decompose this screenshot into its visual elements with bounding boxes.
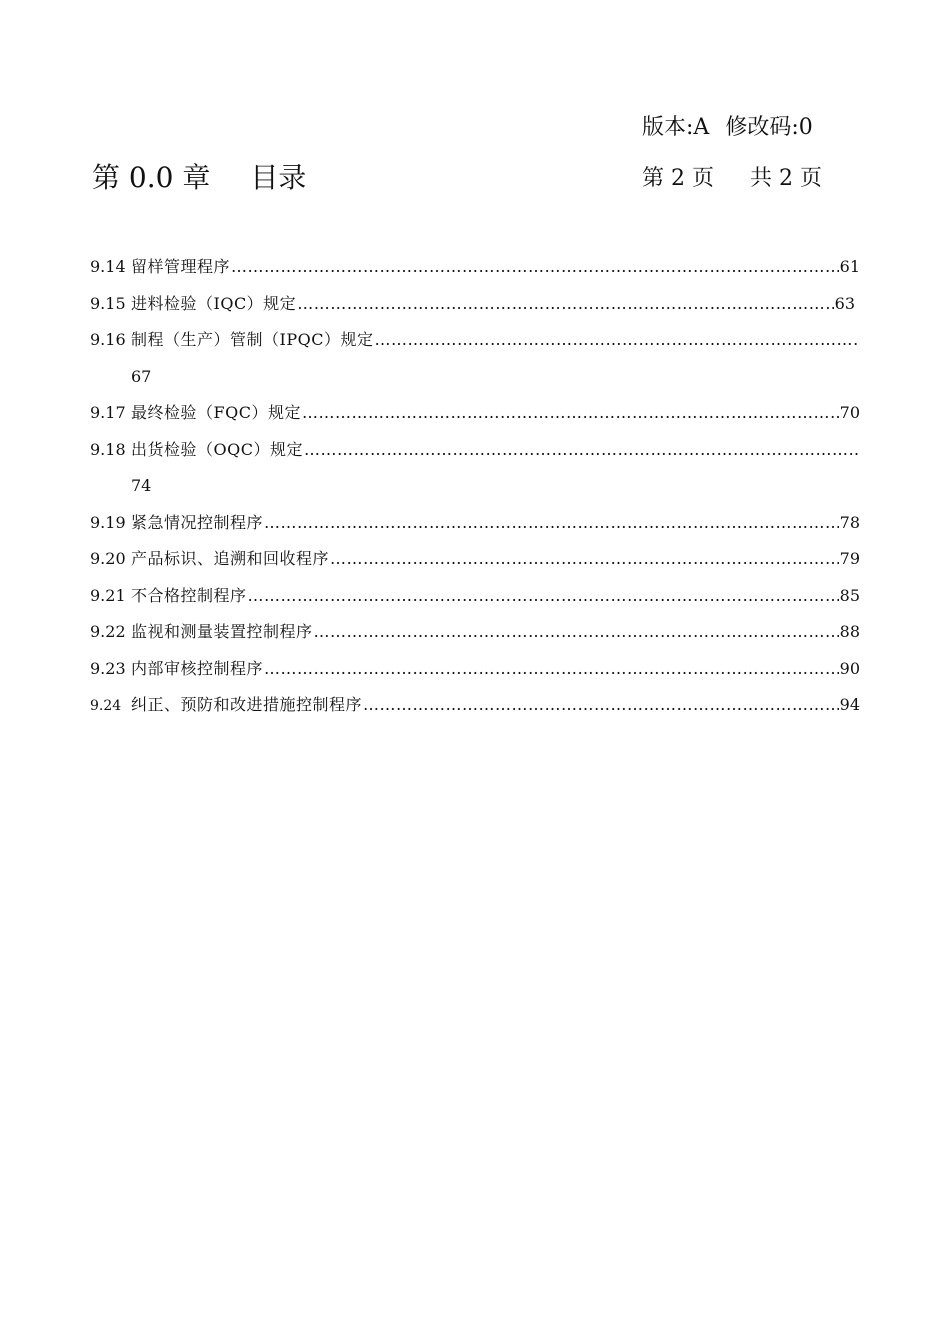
- toc-leader: [363, 687, 839, 724]
- version-info: [642, 110, 813, 141]
- toc-number: 9.22: [90, 622, 126, 641]
- toc-title: 最终检验（FQC）规定: [131, 403, 301, 422]
- toc-entry[interactable]: [90, 578, 860, 615]
- toc-leader: [231, 249, 839, 286]
- toc-page: 79: [839, 549, 860, 568]
- toc-leader: [314, 614, 839, 651]
- toc-page: 78: [839, 512, 860, 532]
- revision-label: 修改码:0: [725, 115, 813, 140]
- toc-number: 9.20: [90, 549, 126, 568]
- chapter-label: 第 0.0 章: [92, 161, 211, 194]
- toc-leader: [297, 286, 833, 323]
- toc-page: 94: [839, 695, 860, 714]
- toc-entry[interactable]: [90, 651, 860, 688]
- toc-title: 制程（生产）管制（IPQC）规定: [131, 330, 374, 349]
- toc-entry[interactable]: [90, 541, 860, 578]
- toc-number: 9.19: [90, 512, 126, 532]
- toc-page: 70: [839, 403, 860, 422]
- page-number: 第 2 页: [642, 166, 714, 191]
- chapter-heading: [92, 156, 306, 196]
- toc-leader: [302, 395, 839, 432]
- toc-title: 内部审核控制程序: [131, 658, 264, 678]
- toc-page: 85: [839, 585, 860, 605]
- toc-page[interactable]: 74: [131, 476, 152, 495]
- toc-title: 纠正、预防和改进措施控制程序: [131, 695, 363, 714]
- toc-entry[interactable]: [90, 614, 860, 651]
- toc-entry[interactable]: [90, 322, 860, 359]
- toc-leader: [304, 432, 859, 469]
- toc-leader: [374, 322, 859, 359]
- toc-number: 9.16: [90, 330, 126, 349]
- toc-number: 9.17: [90, 403, 126, 422]
- toc-entry[interactable]: [90, 249, 860, 286]
- toc-number: 9.15: [90, 293, 126, 313]
- toc-entry[interactable]: [90, 505, 860, 542]
- version-label: 版本:A: [642, 115, 710, 140]
- toc-entry[interactable]: [90, 687, 860, 724]
- total-pages: 共 2 页: [749, 166, 822, 191]
- toc-title: 进料检验（IQC）规定: [131, 293, 297, 313]
- toc-leader: [264, 651, 839, 688]
- toc-title: 监视和测量装置控制程序: [131, 622, 313, 641]
- table-of-contents: [90, 249, 860, 724]
- toc-page: 88: [839, 622, 860, 641]
- toc-leader: [264, 505, 839, 542]
- toc-title: 不合格控制程序: [131, 585, 247, 605]
- toc-number: 9.23: [90, 658, 126, 678]
- toc-number: 9.14: [90, 257, 126, 276]
- toc-number: 9.18: [90, 439, 126, 459]
- toc-page[interactable]: 67: [131, 366, 152, 386]
- toc-leader: [330, 541, 839, 578]
- toc-entry[interactable]: [90, 395, 860, 432]
- toc-page: 90: [839, 658, 860, 678]
- toc-number: 9.24: [90, 698, 122, 714]
- toc-title: 产品标识、追溯和回收程序: [131, 549, 330, 568]
- toc-leader: [248, 578, 839, 615]
- chapter-name: 目录: [250, 161, 307, 194]
- toc-title: 留样管理程序: [131, 257, 231, 276]
- toc-title: 紧急情况控制程序: [131, 512, 264, 532]
- toc-title: 出货检验（OQC）规定: [131, 439, 303, 459]
- toc-page: 63: [834, 293, 855, 313]
- toc-entry[interactable]: [90, 432, 860, 469]
- toc-page: 61: [839, 257, 860, 276]
- toc-number: 9.21: [90, 585, 126, 605]
- toc-entry[interactable]: [90, 286, 855, 323]
- page-info: [642, 161, 822, 192]
